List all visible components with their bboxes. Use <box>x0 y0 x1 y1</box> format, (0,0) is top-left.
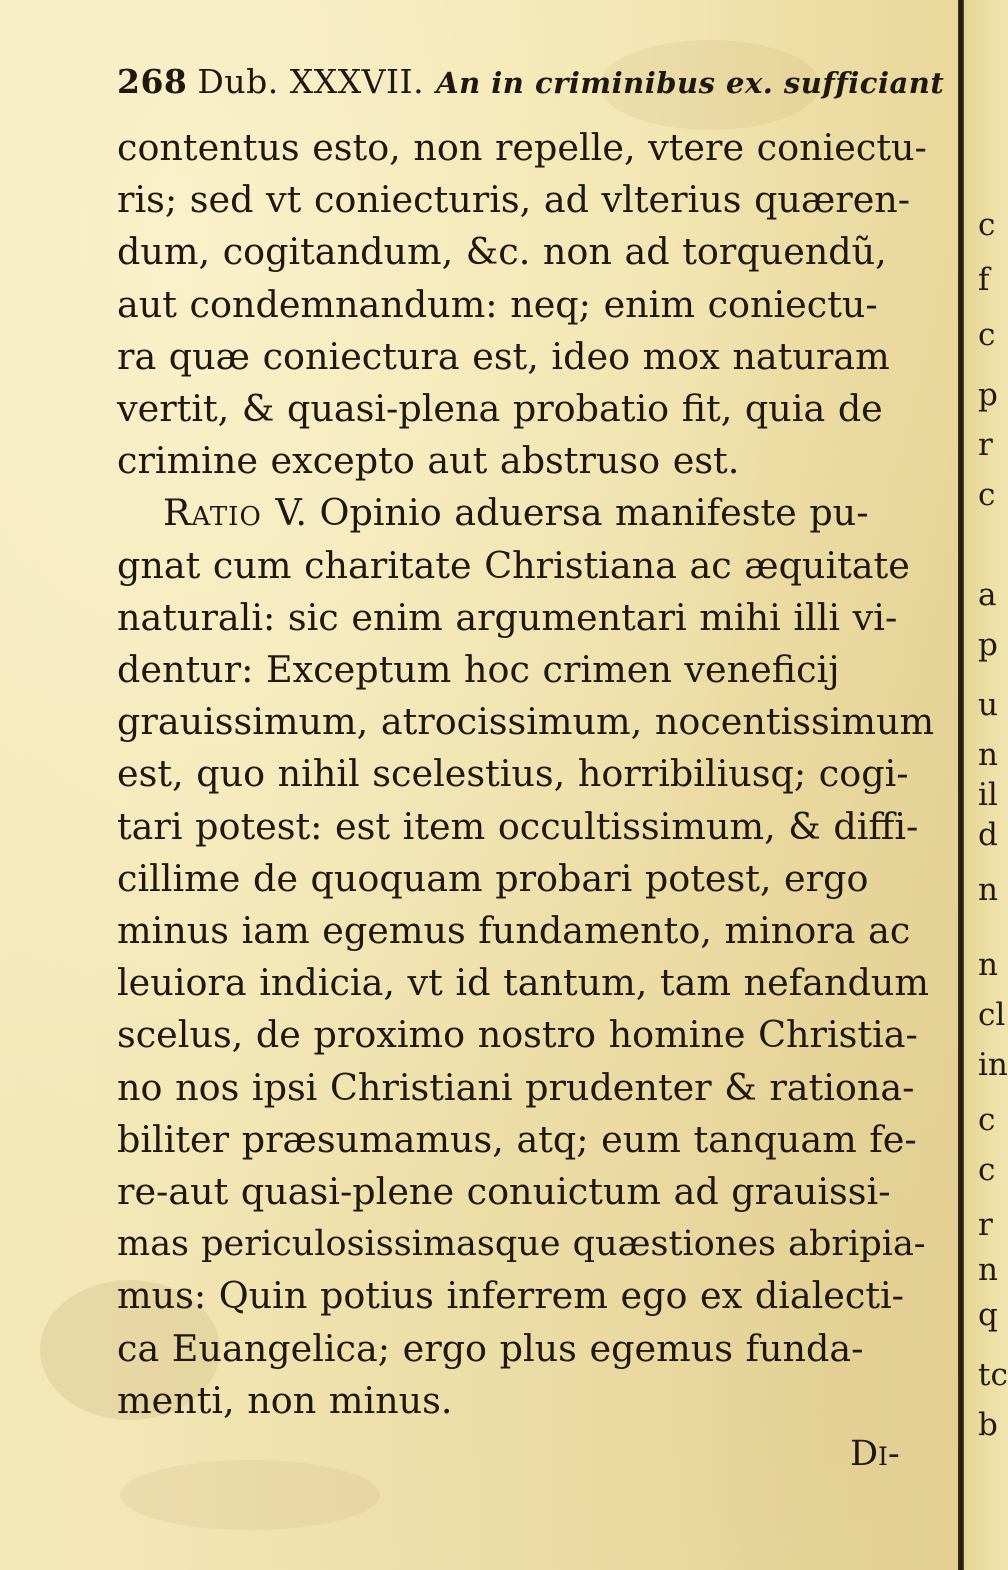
text-line-content: est, quo nihil scelestius, horribiliusq; cogi- <box>117 752 909 796</box>
text-line-content: scelus, de proximo nostro homine Christia- <box>117 1013 918 1057</box>
facing-page-fragment: il <box>978 777 998 813</box>
text-line-content: mus: Quin potius inferrem ego ex dialecti- <box>117 1274 905 1318</box>
text-line-content: biliter præsumamus, atq; eum tanquam fe- <box>117 1117 917 1161</box>
facing-page-fragment: c <box>978 207 996 243</box>
paper-stain <box>120 1460 380 1530</box>
facing-page-fragment: c <box>978 1102 996 1138</box>
facing-page-fragment: d <box>978 817 998 853</box>
text-line <box>117 959 929 1007</box>
text-line-content: dentur: Exceptum hoc crimen veneficij <box>117 648 840 691</box>
facing-page-fragment: n <box>978 872 998 908</box>
facing-page-fragment: n <box>978 737 998 773</box>
text-line-content: naturali: sic enim argumentari mihi illi vi- <box>117 595 898 639</box>
facing-page-fragment: b <box>978 1407 998 1443</box>
text-line-content: minus iam egemus fundamento, minora ac <box>117 909 911 952</box>
text-line-content: tari potest: est item occultissimum, & diffi- <box>117 804 919 848</box>
text-line-content: crimine excepto aut abstruso est. <box>117 439 740 483</box>
text-line <box>117 750 909 798</box>
text-line <box>117 1011 918 1059</box>
facing-page-fragment: cl <box>978 997 1006 1033</box>
running-title: An in criminibus ex. sufficiant <box>436 66 945 100</box>
facing-page-fragment: tc <box>978 1357 1008 1393</box>
facing-page-fragment: n <box>978 1252 998 1288</box>
facing-page-fragment: r <box>978 427 993 463</box>
text-line-content: ca Euangelica; ergo plus egemus funda- <box>117 1326 864 1370</box>
facing-page-fragment: q <box>978 1297 998 1333</box>
dubium-number: Dub. XXXVII. <box>197 62 425 101</box>
text-line <box>117 542 910 590</box>
adjacent-page-edge <box>964 0 1008 1570</box>
facing-page-fragment: f <box>978 262 990 298</box>
facing-page-fragment: c <box>978 317 996 353</box>
text-line-content: V. Opinio aduersa manifeste pu- <box>275 491 869 535</box>
text-line-content: leuiora indicia, vt id tantum, tam nefandum <box>117 961 930 1005</box>
text-line <box>117 803 918 851</box>
facing-page-fragment: c <box>978 1152 996 1188</box>
text-line <box>117 1168 891 1216</box>
running-header <box>117 62 945 108</box>
text-line-content: menti, non minus. <box>117 1378 453 1422</box>
text-line <box>163 489 869 537</box>
paragraph-lead-word: Ratio <box>163 491 276 535</box>
text-line <box>117 646 840 694</box>
facing-page-fragment: n <box>978 947 998 983</box>
text-line <box>117 698 934 746</box>
text-line <box>117 124 927 172</box>
text-line <box>117 228 887 276</box>
facing-page-fragment: p <box>978 377 998 413</box>
text-line-content: aut condemnandum: neq; enim coniectu- <box>117 282 878 326</box>
text-line-content: ris; sed vt coniecturis, ad vlterius quæren- <box>117 178 911 222</box>
facing-page-fragment: in <box>978 1047 1008 1083</box>
catchword: Di- <box>850 1434 900 1474</box>
page-number: 268 <box>117 62 188 101</box>
facing-page-fragment: r <box>978 1207 993 1243</box>
text-line <box>117 1116 917 1164</box>
facing-page-fragment: c <box>978 477 996 513</box>
text-line-content: ra quæ coniectura est, ideo mox naturam <box>117 334 890 378</box>
text-line <box>117 385 883 433</box>
text-line <box>117 1272 904 1320</box>
text-line <box>117 855 868 903</box>
facing-page-fragment: p <box>978 627 998 663</box>
text-line <box>117 437 739 485</box>
text-line-content: vertit, & quasi-plena probatio fit, quia de <box>117 387 883 430</box>
text-line <box>117 907 910 955</box>
text-line-content: mas periculosissimasque quæstiones abripia- <box>117 1224 926 1265</box>
text-line-content: no nos ipsi Christiani prudenter & rationa- <box>117 1065 915 1109</box>
text-line <box>117 1064 914 1112</box>
text-line <box>117 1220 926 1268</box>
facing-page-fragment: u <box>978 687 998 723</box>
text-line-content: grauissimum, atrocissimum, nocentissimum <box>117 700 935 744</box>
facing-page-fragment: a <box>978 577 997 613</box>
text-line <box>117 333 890 381</box>
text-line <box>117 1325 864 1373</box>
text-line-content: contentus esto, non repelle, vtere coniectu- <box>117 126 927 169</box>
text-line <box>117 281 878 329</box>
text-line <box>117 176 910 224</box>
text-line-content: re-aut quasi-plene conuictum ad grauissi- <box>117 1170 891 1213</box>
text-line-content: cillime de quoquam probari potest, ergo <box>117 856 869 900</box>
text-line <box>117 1377 453 1425</box>
text-line-content: dum, cogitandum, &c. non ad torquendũ, <box>117 230 887 274</box>
text-line-content: gnat cum charitate Christiana ac æquitate <box>117 543 910 587</box>
text-line <box>117 594 897 642</box>
